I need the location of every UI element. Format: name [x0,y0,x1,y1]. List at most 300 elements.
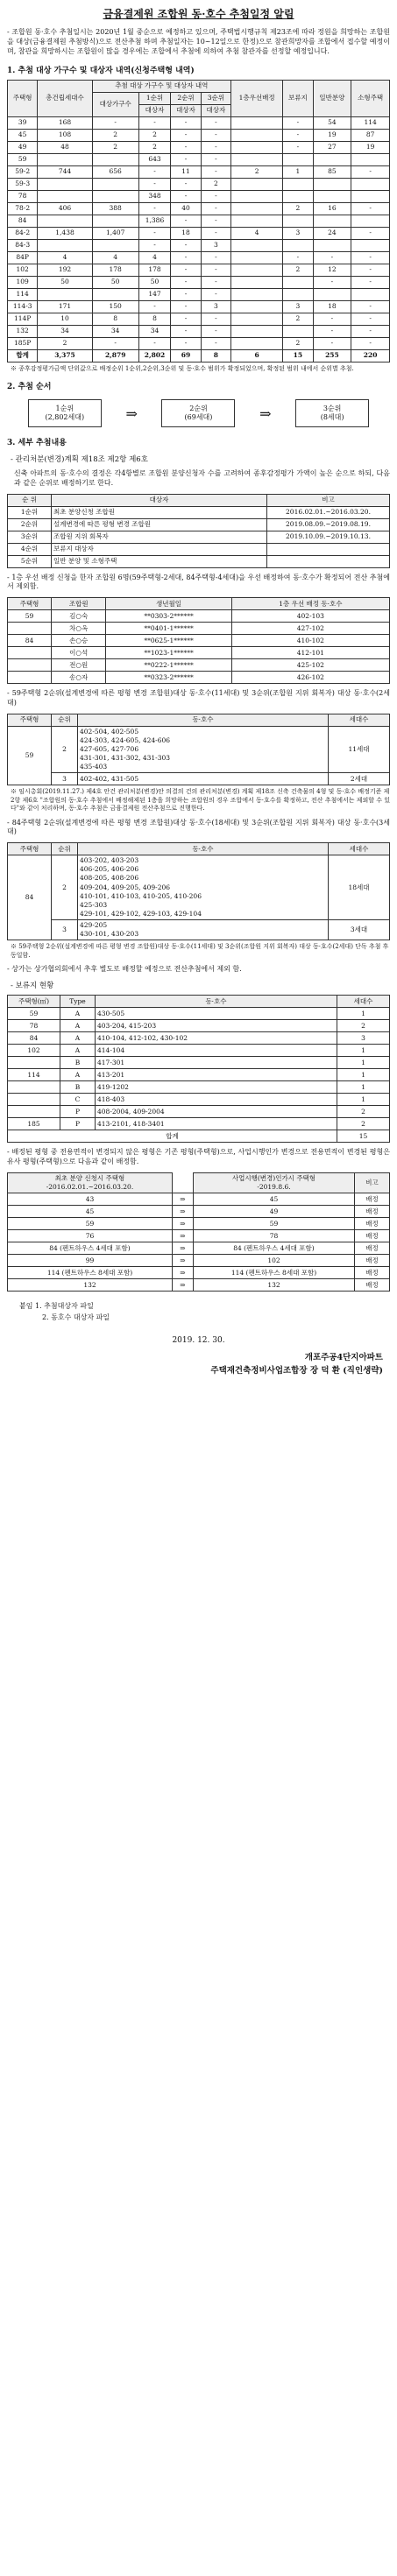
col-type: 주택형 [8,714,52,726]
table-cell [351,190,390,202]
table-row [8,1279,390,1292]
table-cell: A [60,1069,96,1081]
table-cell: 2,802 [138,349,171,362]
table-cell: - [351,165,390,178]
table-cell [231,129,283,141]
table-cell [8,1057,60,1069]
table-row [8,349,390,362]
table-cell: 8 [92,313,138,325]
table-row [8,264,390,276]
table-cell [351,215,390,227]
table-row [8,178,390,190]
table-cell: 16 [313,202,351,215]
table-cell: 27 [313,141,351,153]
arrow-right-icon: ⇒ [125,405,138,422]
table-cell: 147 [138,288,171,300]
table-cell: - [283,129,313,141]
table-cell: 48 [38,141,92,153]
rank-table [7,494,390,568]
col-type: 주택형 [8,80,38,116]
table-cell: ⇒ [172,1230,193,1242]
table-cell: ⇒ [172,1206,193,1218]
table-cell: 최초 분양신청 조합원 [52,506,267,518]
table-cell: 150 [92,300,138,313]
col-unit: 동·호수 [96,996,337,1008]
table-cell [231,202,283,215]
table-cell: 2 [283,264,313,276]
table-cell: 3 [201,239,230,251]
col-birth: 생년월일 [106,598,231,610]
table-cell: 427-102 [231,623,389,635]
table-row [8,555,390,567]
table-cell [38,190,92,202]
table-cell: 배정 [355,1206,390,1218]
table-cell: 배정 [355,1267,390,1279]
table-cell: - [313,276,351,288]
col-target2a: 대상자 [138,104,171,116]
table-cell: 2,879 [92,349,138,362]
table-row [8,129,390,141]
table-cell: 2 [38,337,92,349]
table-cell: 조합원 지위 회복자 [52,531,267,543]
table-cell: 2 [92,141,138,153]
table-cell [231,264,283,276]
table-cell: - [351,313,390,325]
table-cell: ⇒ [172,1242,193,1255]
table-cell: 1 [337,1045,390,1057]
table-row [8,659,390,672]
table-cell: - [171,300,201,313]
table-cell: - [283,251,313,264]
table-cell: - [138,116,171,129]
table-cell [38,239,92,251]
draw-order-flow [16,399,381,427]
cell-units: 402-504, 402-505 424-303, 424-605, 424-606 427-605, 427-706 431-301, 431-302, 431-303 435-403 [78,726,329,773]
rank-2-box [161,399,235,427]
table-row [8,313,390,325]
table-cell: 4 [92,251,138,264]
table-row [8,116,390,129]
type-mapping-body [8,1193,390,1292]
table-cell: 84 [8,1032,60,1045]
table-cell [231,313,283,325]
table-cell [283,288,313,300]
table-cell: 2 [283,202,313,215]
table-cell: - [171,141,201,153]
table-cell [283,325,313,337]
table-cell: 설계변경에 따른 평형 변경 조합원 [52,518,267,531]
table-row [8,518,390,531]
col-change [193,1173,354,1193]
table-cell [351,239,390,251]
table-cell: - [171,129,201,141]
table-cell: A [60,1008,96,1020]
cell-count: 3세대 [329,920,390,940]
table-cell: **0303-2****** [106,610,231,623]
table-cell: **0401-1****** [106,623,231,635]
table-cell: - [283,116,313,129]
table-cell: - [201,202,230,215]
table-cell: 59 [8,610,52,623]
table-cell [38,153,92,165]
page-title: 금융결제원 조합원 동·호수 추첨일정 알림 [103,8,294,20]
table-cell [92,153,138,165]
table-cell: 656 [92,165,138,178]
rank-1-label: 1순위 [55,404,74,412]
table-cell: A [60,1020,96,1032]
table-cell: 34 [92,325,138,337]
section-2-heading: 2. 추첨 순서 [7,383,52,392]
signer-name: 주택재건축정비사업조합장 장 덕 환 (직인생략) [210,1365,383,1376]
table-cell: - [351,300,390,313]
table-cell: - [171,116,201,129]
table-cell: 18 [171,227,201,239]
table-cell: - [313,251,351,264]
table-cell: 109 [8,276,38,288]
table-cell: 114 [8,288,38,300]
reserve-table [7,995,390,1143]
table-cell: 2 [138,141,171,153]
table-cell: 59-2 [8,165,38,178]
table-cell: 410-104, 412-102, 430-102 [96,1032,337,1045]
table-cell [283,178,313,190]
table-cell: 3 [283,300,313,313]
cell-type: 59 [8,726,52,785]
notice-date: 2019. 12. 30. [172,1335,225,1345]
rank-3-count: (8세대) [320,413,344,422]
table-cell: 8 [138,313,171,325]
col-third: 3순위 [201,92,230,104]
table-cell: 50 [38,276,92,288]
table-cell: - [201,276,230,288]
table-cell: 59 [8,1008,60,1020]
table-cell: 348 [138,190,171,202]
col-first-sub: -2016.02.01.~2016.03.20. [46,1183,134,1192]
table-cell: 425-102 [231,659,389,672]
table-row [8,190,390,202]
table-cell: 102 [193,1255,354,1267]
table-cell [231,116,283,129]
section-3-sub: - 관리처분(변경)계획 제18조 제2항 제6호 [11,455,148,465]
col-rental: 소형주택 [351,80,390,116]
table-cell: 19 [351,141,390,153]
col-second: 2순위 [171,92,201,104]
table-cell: 132 [8,1279,173,1292]
table-cell: - [201,116,230,129]
table-cell: 413-201 [96,1069,337,1081]
col-unit: 1층 우선 배정 동·호수 [231,598,389,610]
table-cell: 85 [313,165,351,178]
table-cell: A [60,1032,96,1045]
cell-count: 18세대 [329,855,390,920]
type84-table [7,842,390,940]
col-total: 총건립세대수 [38,80,92,116]
table-cell: 1 [337,1081,390,1094]
table-cell: 59 [8,1218,173,1230]
table-cell: 6 [231,349,283,362]
cell-units: 429-205 430-101, 430-203 [78,920,329,940]
table-cell [283,276,313,288]
table-cell: P [60,1118,96,1130]
table-cell: - [201,288,230,300]
table-cell: - [201,313,230,325]
section-3-heading: 3. 세부 추첨내용 [7,439,67,448]
table-cell: 132 [8,325,38,337]
table-cell: 2 [138,129,171,141]
table-cell [267,543,390,555]
table-cell: 108 [38,129,92,141]
table-cell [351,178,390,190]
rank-1-count: (2,802세대) [45,413,85,422]
table-cell: - [171,313,201,325]
table-cell: - [171,153,201,165]
table-row [8,1057,390,1069]
table-row [8,531,390,543]
intro-text: - 조합원 동·호수 추첨일시는 2020년 1월 중순으로 예정하고 있으며, 주택법시행규칙 제23조에 따라 정원을 희망하는 조합원을 대상(금융결제원 추첨방식)으로 전산추첨 하며 추첨일자는 10~12일으로 한정)으로 참관희망자를 조합에서 접수할 예정이며, 참관을 희망하시는 조합원이 많을 경우에는 조합에서 추첨에 의하여 추첨 참관자를 선정할 예정입니다. [7,28,390,55]
table-cell [231,276,283,288]
table-cell: 114-3 [8,300,38,313]
col-change-sub: -2019.8.6. [257,1183,291,1192]
table-cell: 388 [92,202,138,215]
table-row [8,337,390,349]
table-cell [38,288,92,300]
type59-table [7,714,390,786]
table-cell: 2 [337,1118,390,1130]
col-kind: Type [60,996,96,1008]
col-type: 주택형 [8,598,52,610]
table-cell: 102 [8,264,38,276]
table-cell: 4 [231,227,283,239]
table-cell: 178 [138,264,171,276]
table-cell: 114 [8,1069,60,1081]
table-cell: 손○승 [52,635,106,647]
col-member: 조합원 [52,598,106,610]
table-cell: A [60,1045,96,1057]
table-cell: 84 (펜트하우스 4세대 포함) [193,1242,354,1255]
col-target2b: 대상자 [171,104,201,116]
table-cell: 1순위 [8,506,52,518]
col-arrow [172,1173,193,1193]
table-cell: 1 [283,165,313,178]
table-cell: - [171,337,201,349]
table-cell: 419-1202 [96,1081,337,1094]
cell-rank: 3 [52,773,78,785]
table-cell: - [171,264,201,276]
table-cell: **1023-1****** [106,647,231,659]
table-cell: 2016.02.01.~2016.03.20. [267,506,390,518]
attachment-1: 붙임 1. 추첨대상자 파일 [19,1302,94,1311]
table-cell: - [351,337,390,349]
reserve-heading: - 보류지 현황 [11,982,54,991]
table-cell: 4순위 [8,543,52,555]
table-cell: ⇒ [172,1193,193,1206]
table-cell: 3 [201,300,230,313]
target-count-body [8,116,390,362]
table-cell: 12 [313,264,351,276]
table-row [8,1106,390,1118]
table-cell [8,1081,60,1094]
cell-count: 2세대 [329,773,390,785]
table-cell [283,239,313,251]
col-change-label: 사업시행(변경)인가시 주택형 [231,1174,316,1183]
table-cell: 차○옥 [52,623,106,635]
rank-3-label: 3순위 [323,404,342,412]
table-cell: - [313,337,351,349]
table-cell: 배정 [355,1230,390,1242]
table-cell: - [201,190,230,202]
table-cell: - [171,215,201,227]
table-cell: 11 [171,165,201,178]
table-cell: 18 [313,300,351,313]
section-4-text: - 1층 우선 배정 신청을 한자 조합원 6명(59주택형-2세대, 84주택형-4세대)을 우선 배정하여 동·호수가 확정되어 전산 추첨에서 제외함. [7,573,390,591]
section-5-text: - 59주택형 2순위(설계변경에 따른 평형 변경 조합원)대상 동·호수(11세대) 및 3순위(조합원 지위 회복자) 대상 동·호수(2세대) [7,689,390,707]
table-cell: - [171,251,201,264]
table-cell: 78-2 [8,202,38,215]
table-cell: 3순위 [8,531,52,543]
table-cell: - [313,313,351,325]
table-cell: 15 [283,349,313,362]
table-cell: 84P [8,251,38,264]
table-cell: 49 [193,1206,354,1218]
table-cell [313,215,351,227]
table-cell: - [138,202,171,215]
table-cell: 2 [92,129,138,141]
rank-1-box [28,399,102,427]
table-cell: 1 [337,1008,390,1020]
table-cell: **0323-2****** [106,672,231,684]
col-count: 세대수 [337,996,390,1008]
table-cell: 2019.08.09.~2019.08.19. [267,518,390,531]
table-row [8,1069,390,1081]
table-cell: ⇒ [172,1255,193,1267]
table-cell: 84-2 [8,227,38,239]
table-cell [8,647,52,659]
first-floor-body [8,610,390,684]
table-cell [231,190,283,202]
col-target2c: 대상자 [201,104,230,116]
table-cell: 34 [38,325,92,337]
type-mapping-table [7,1172,390,1292]
table-cell: - [138,337,171,349]
cell-units: 402-402, 431-505 [78,773,329,785]
table-cell [8,672,52,684]
table-row [8,1206,390,1218]
table-cell: 408-2004, 409-2004 [96,1106,337,1118]
table-cell: 2 [231,165,283,178]
col-type: 주택형(㎡) [8,996,60,1008]
table-cell [231,288,283,300]
target-count-table [7,80,390,362]
table-cell: 김○숙 [52,610,106,623]
table-cell: - [351,264,390,276]
table-row [8,1032,390,1045]
table-cell: 87 [351,129,390,141]
table-cell: 45 [8,1206,173,1218]
table-row [8,1218,390,1230]
table-cell: 171 [38,300,92,313]
col-target: 대상자 [52,494,267,506]
table-cell: 84 [8,215,38,227]
col-rank: 순위 [52,843,78,855]
table-cell: 45 [8,129,38,141]
org-name: 개포주공4단지아파트 [304,1353,383,1363]
table-cell: 84 [8,635,52,647]
table-row [8,1118,390,1130]
table-cell: 5순위 [8,555,52,567]
col-first [8,1173,173,1193]
table-row [8,202,390,215]
table-cell: 84-3 [8,239,38,251]
rank-3-box [295,399,369,427]
col-rank: 순 위 [8,494,52,506]
table-cell: 39 [8,116,38,129]
table-cell: 송○자 [52,672,106,684]
table-cell: - [351,325,390,337]
table-cell: 132 [193,1279,354,1292]
table-cell: 1 [337,1057,390,1069]
table-cell: ⇒ [172,1267,193,1279]
table-cell: 178 [92,264,138,276]
table-cell: 69 [171,349,201,362]
col-target: 대상가구수 [92,92,138,116]
table-row [8,153,390,165]
table-cell: 24 [313,227,351,239]
table-cell: 8 [201,349,230,362]
table-row [8,1193,390,1206]
section-8-text: - 배정된 평형 중 전용면적이 변경되지 않은 평형은 기존 평형(주택형)으로, 사업시행인가 변경으로 전용면적이 변경된 평형은 유사 평형(주택형)으로 다음과 같이 배정함. [7,1148,390,1166]
col-count: 세대수 [329,714,390,726]
table-cell: 59-3 [8,178,38,190]
table-cell: 255 [313,349,351,362]
cell-count: 11세대 [329,726,390,773]
section-7-text: - 상가는 상가협의회에서 추후 별도로 배정할 예정으로 전산추첨에서 제외 함. [7,965,242,974]
table-cell: 406 [38,202,92,215]
table-cell [231,325,283,337]
table-cell: - [201,251,230,264]
cell-units: 403-202, 403-203 406-205, 406-206 408-205, 408-206 409-204, 409-205, 409-206 410-101, 410-103, 410-205, 410-206 425-303 429-101, 429-102, 429-103, 429-104 [78,855,329,920]
table-cell: - [201,337,230,349]
table-cell: 배정 [355,1255,390,1267]
table-cell: 일반 분양 및 소형주택 [52,555,267,567]
table-cell: - [138,227,171,239]
table-row [8,141,390,153]
table-cell: 19 [313,129,351,141]
table-cell: - [171,288,201,300]
col-note: 비고 [267,494,390,506]
table-cell: - [92,337,138,349]
table-cell [231,215,283,227]
table-cell: 192 [38,264,92,276]
table-row [8,251,390,264]
table-row [8,1020,390,1032]
table-cell [313,178,351,190]
table-cell: - [351,202,390,215]
table-cell [231,337,283,349]
table-row [8,165,390,178]
table-cell [283,153,313,165]
table-cell: 59 [8,153,38,165]
table-cell: 배정 [355,1218,390,1230]
table-cell [283,215,313,227]
table-row [8,1242,390,1255]
table-cell [231,153,283,165]
table-cell: 49 [8,141,38,153]
table-cell: 78 [8,190,38,202]
table-cell: 168 [38,116,92,129]
rank-table-body [8,506,390,567]
table-cell: C [60,1094,96,1106]
table-cell: 45 [193,1193,354,1206]
